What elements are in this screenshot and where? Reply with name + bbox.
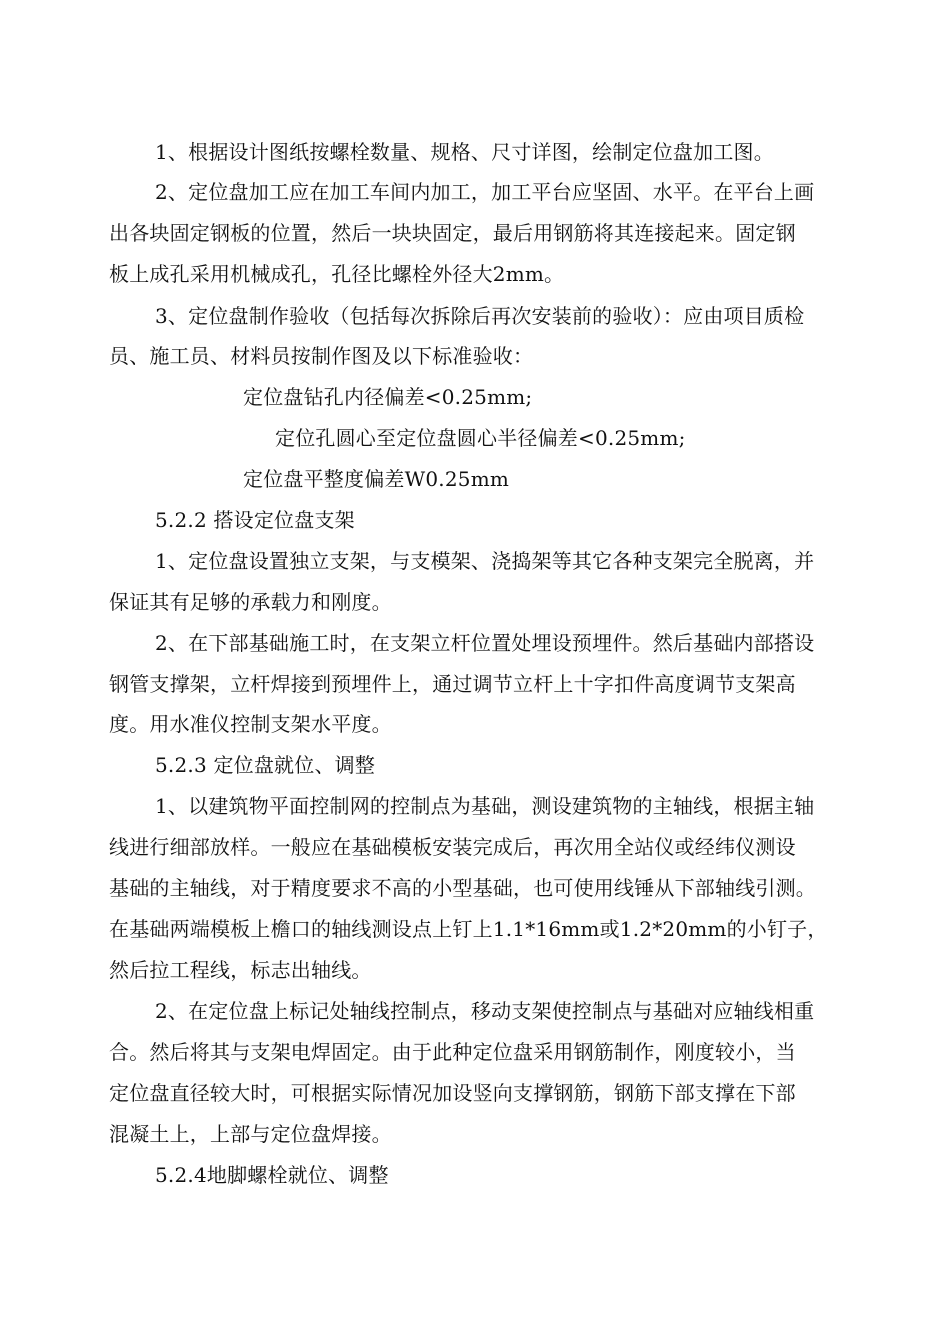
text-line: 员、施工员、材料员按制作图及以下标准验收： xyxy=(109,344,534,368)
section-heading: 5.2.2 搭设定位盘支架 xyxy=(155,508,355,532)
text-line: 混凝土上，上部与定位盘焊接。 xyxy=(109,1122,392,1146)
text-line: 板上成孔采用机械成孔，孔径比螺栓外径大2mm。 xyxy=(109,262,565,286)
text-line: 出各块固定钢板的位置，然后一块块固定，最后用钢筋将其连接起来。固定钢 xyxy=(109,221,796,245)
section-heading: 5.2.3 定位盘就位、调整 xyxy=(155,753,376,777)
text-line: 1、以建筑物平面控制网的控制点为基础，测设建筑物的主轴线，根据主轴 xyxy=(155,794,815,818)
text-line: 定位盘钻孔内径偏差<0.25mm; xyxy=(243,385,533,409)
text-line: 定位孔圆心至定位盘圆心半径偏差<0.25mm; xyxy=(275,426,686,450)
text-line: 1、根据设计图纸按螺栓数量、规格、尺寸详图，绘制定位盘加工图。 xyxy=(155,140,774,164)
text-line: 度。用水准仪控制支架水平度。 xyxy=(109,712,392,736)
text-line: 基础的主轴线，对于精度要求不高的小型基础，也可使用线锤从下部轴线引测。 xyxy=(109,876,816,900)
text-line: 钢管支撑架，立杆焊接到预埋件上，通过调节立杆上十字扣件高度调节支架高 xyxy=(109,672,796,696)
text-line: 1、定位盘设置独立支架，与支模架、浇捣架等其它各种支架完全脱离，并 xyxy=(155,549,815,573)
section-heading: 5.2.4地脚螺栓就位、调整 xyxy=(155,1163,389,1187)
text-line: 保证其有足够的承载力和刚度。 xyxy=(109,590,392,614)
text-line: 2、在下部基础施工时，在支架立杆位置处埋设预埋件。然后基础内部搭设 xyxy=(155,631,815,655)
text-line: 定位盘直径较大时，可根据实际情况加设竖向支撑钢筋，钢筋下部支撑在下部 xyxy=(109,1081,796,1105)
text-line: 定位盘平整度偏差W0.25mm xyxy=(243,467,510,491)
text-line: 3、定位盘制作验收（包括每次拆除后再次安装前的验收）：应由项目质检 xyxy=(155,304,805,328)
text-line: 在基础两端模板上檐口的轴线测设点上钉上1.1*16mm或1.2*20mm的小钉子， xyxy=(109,917,828,941)
text-line: 2、在定位盘上标记处轴线控制点，移动支架使控制点与基础对应轴线相重 xyxy=(155,999,815,1023)
text-line: 然后拉工程线，标志出轴线。 xyxy=(109,958,372,982)
text-line: 合。然后将其与支架电焊固定。由于此种定位盘采用钢筋制作，刚度较小，当 xyxy=(109,1040,796,1064)
text-line: 线进行细部放样。一般应在基础模板安装完成后，再次用全站仪或经纬仪测设 xyxy=(109,835,796,859)
text-line: 2、定位盘加工应在加工车间内加工，加工平台应坚固、水平。在平台上画 xyxy=(155,180,815,204)
